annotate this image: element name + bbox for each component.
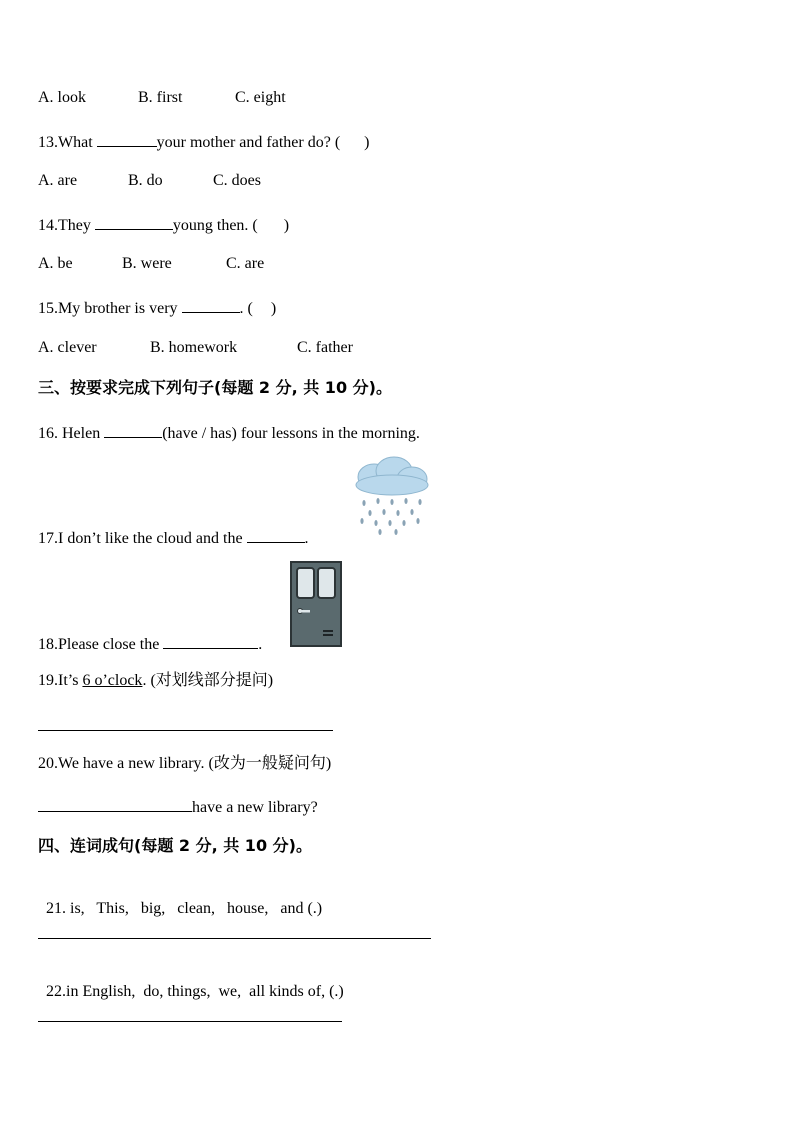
answer-blank[interactable] [163,632,258,649]
question-text: young then. ( [172,217,258,234]
answer-line-19[interactable] [38,730,333,731]
option-c: C. are [226,255,265,272]
answer-blank[interactable] [38,795,192,812]
question-text: It’s [58,672,83,689]
question-16 [38,421,420,444]
bracket-close: ) [283,217,290,234]
option-b: B. homework [150,339,238,356]
answer-blank[interactable] [95,213,173,230]
question-number: 20. [38,755,58,772]
question-number: 13. [38,134,58,151]
section-4-heading: 四、连词成句(每题 2 分, 共 10 分)。 [38,836,312,855]
question-text: Please close the [58,636,164,653]
question-number: 18. [38,636,58,653]
question-text: I don’t like the cloud and the [58,530,247,547]
option-c: C. father [297,339,353,356]
bracket-close: ) [364,134,370,151]
option-a: A. be [38,255,73,272]
question-14 [38,213,289,236]
section-3-heading: 三、按要求完成下列句子(每题 2 分, 共 10 分)。 [38,378,392,397]
question-22 [38,962,344,1002]
answer-blank[interactable] [97,130,157,147]
question-text: . [304,530,309,547]
question-number: 16. [38,425,58,442]
question-number: 19. [38,672,58,689]
question-13 [38,130,369,153]
question-20 [38,754,331,774]
question-text: What [58,134,97,151]
question-text: Helen [58,425,105,442]
q14-options [38,254,264,274]
answer-text: have a new library? [192,799,318,816]
question-text: (have / has) four lessons in the morning. [162,425,420,442]
answer-line-21[interactable] [38,938,431,939]
question-number: 22. [46,983,66,1000]
answer-blank[interactable] [104,421,162,438]
question-number: 21. [46,900,66,917]
option-a: A. are [38,172,78,189]
door-icon [290,561,342,647]
question-18 [38,632,262,655]
option-b: B. do [128,172,163,189]
question-text: They [58,217,95,234]
answer-20 [38,795,318,818]
question-number: 15. [38,300,58,317]
question-instruction: . (对划线部分提问) [142,672,274,689]
question-number: 14. [38,217,58,234]
question-text: . [258,636,263,653]
question-text: . ( [239,300,253,317]
question-text: is, This, big, clean, house, and (.) [66,900,323,917]
question-text: We have a new library. (改为一般疑问句) [58,755,332,772]
bracket-close: ) [270,300,277,317]
answer-line-22[interactable] [38,1021,342,1022]
option-a: A. look [38,89,86,106]
underlined-part: 6 o’clock [82,672,143,689]
question-19 [38,671,273,691]
option-a: A. clever [38,339,97,356]
question-text: in English, do, things, we, all kinds of, (.) [66,983,344,1000]
answer-blank[interactable] [182,296,240,313]
q13-options [38,171,261,191]
q15-options [38,338,353,358]
question-text: your mother and father do? ( [156,134,341,151]
option-c: C. does [213,172,261,189]
question-21 [38,879,322,919]
answer-blank[interactable] [247,526,305,543]
question-number: 17. [38,530,58,547]
question-text: My brother is very [58,300,182,317]
option-b: B. first [138,89,183,106]
q12-options [38,88,286,108]
rain-cloud-icon [350,455,436,537]
option-c: C. eight [235,89,286,106]
option-b: B. were [122,255,172,272]
question-17 [38,526,309,549]
question-15 [38,296,276,319]
